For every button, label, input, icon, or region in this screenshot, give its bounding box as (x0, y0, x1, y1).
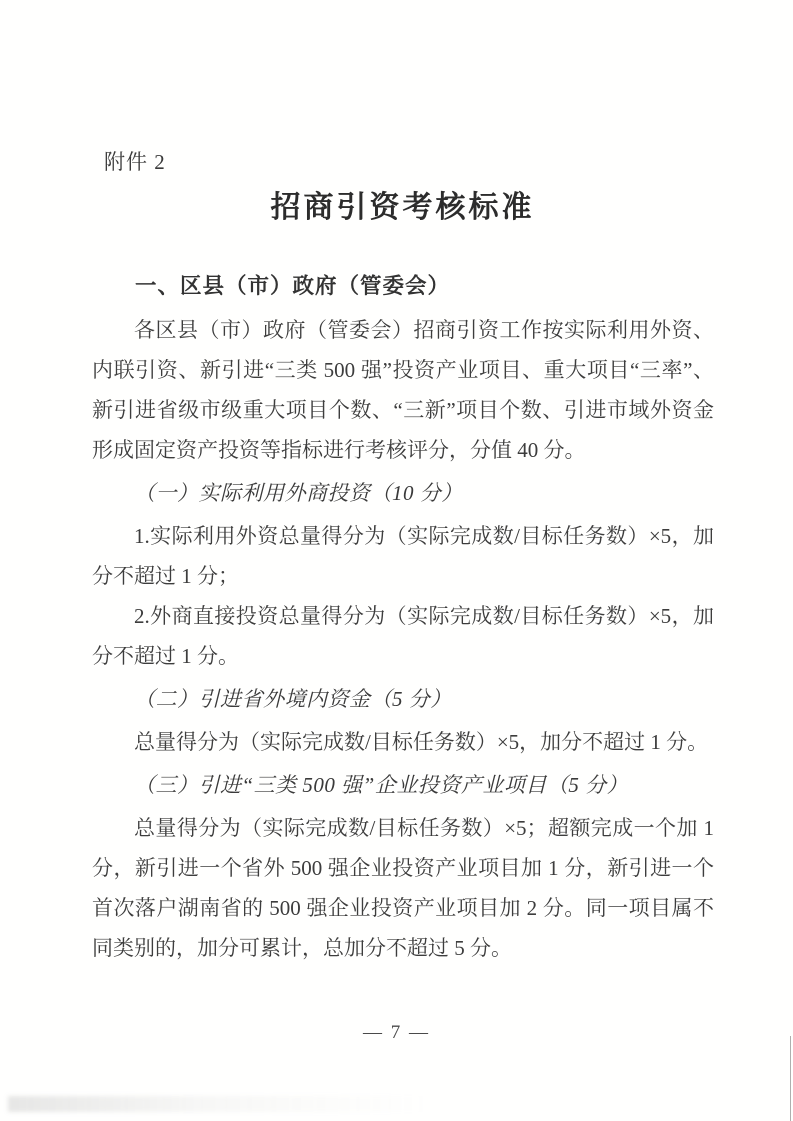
subsection-1-paragraph-1: 1.实际利用外资总量得分为（实际完成数/目标任务数）×5，加分不超过 1 分； (92, 524, 714, 588)
scan-smudge-artifact (8, 1096, 428, 1112)
page-number: — 7 — (363, 1022, 430, 1043)
scan-edge-line-artifact (790, 1036, 791, 1121)
subsection-3-paragraph-1: 总量得分为（实际完成数/目标任务数）×5；超额完成一个加 1 分，新引进一个省外 500 强企业投资产业项目加 1 分，新引进一个首次落户湖南省的 500 强企业投资产业项目加 2 分。同一项目属不同类别的，加分可累计，总加分不超过 5 分。 (92, 816, 714, 960)
document-title: 招商引资考核标准 (270, 191, 535, 224)
subsection-2-heading: （二）引进省外境内资金（5 分） (134, 687, 452, 711)
subsection-2-paragraph-1: 总量得分为（实际完成数/目标任务数）×5，加分不超过 1 分。 (134, 730, 709, 754)
subsection-3-heading: （三）引进“三类 500 强”企业投资产业项目（5 分） (134, 773, 629, 797)
subsection-1-heading: （一）实际利用外商投资（10 分） (134, 481, 463, 505)
document-body (92, 266, 714, 968)
subsection-1-paragraph-2: 2.外商直接投资总量得分为（实际完成数/目标任务数）×5，加分不超过 1 分。 (92, 604, 714, 668)
attachment-label: 附件 2 (104, 150, 166, 174)
section-1-heading: 一、区县（市）政府（管委会） (135, 274, 451, 298)
section-1-intro-paragraph: 各区县（市）政府（管委会）招商引资工作按实际利用外资、内联引资、新引进“三类 500 强”投资产业项目、重大项目“三率”、新引进省级市级重大项目个数、“三新”项目个数、引进市域外资金形成固定资产投资等指标进行考核评分，分值 40 分。 (92, 318, 714, 462)
